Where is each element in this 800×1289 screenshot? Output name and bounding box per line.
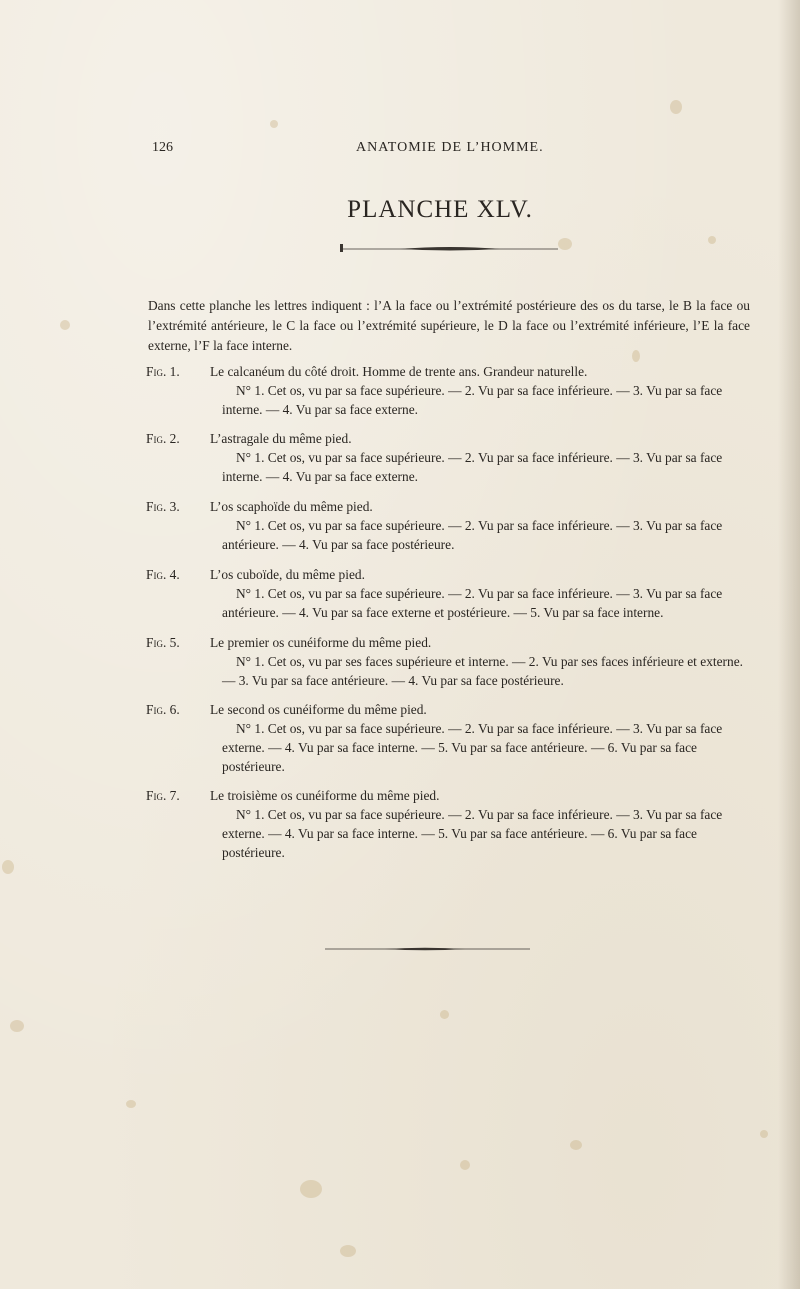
- figure-description: [222, 448, 744, 486]
- figure-description-text: N° 1. Cet os, vu par sa face supérieure. — 2. Vu par sa face inférieure. — 3. Vu par sa face interne. — 4. Vu par sa face externe.: [222, 383, 723, 417]
- figure-label: Fig. 3.: [146, 499, 180, 514]
- figure-entry: [146, 700, 744, 776]
- running-head: ANATOMIE DE L’HOMME.: [356, 140, 544, 155]
- figure-description-text: N° 1. Cet os, vu par sa face supérieure. — 2. Vu par sa face inférieure. — 3. Vu par sa face externe. — 4. Vu par sa face interne. — 5. Vu par sa face antérieure. — 6. Vu par sa face postérieure.: [222, 721, 723, 774]
- figure-label: Fig. 5.: [146, 635, 180, 650]
- figure-entry: [146, 565, 744, 622]
- foxing-spot: [670, 100, 682, 114]
- figure-description: [222, 381, 744, 419]
- figure-entry: [146, 429, 744, 486]
- figure-title: Le troisième os cunéiforme du même pied.: [210, 788, 440, 803]
- figure-title: L’os cuboïde, du même pied.: [210, 567, 365, 582]
- figure-label: Fig. 4.: [146, 567, 180, 582]
- figure-description: [222, 652, 744, 690]
- foxing-spot: [300, 1180, 322, 1198]
- foxing-spot: [2, 860, 14, 874]
- foxing-spot: [570, 1140, 582, 1150]
- figure-description: [222, 516, 744, 554]
- figure-label: Fig. 2.: [146, 431, 180, 446]
- figure-description: [222, 805, 744, 862]
- intro-paragraph: Dans cette planche les lettres indiquent : l’A la face ou l’extrémité postérieure des os du tarse, le B la face ou l’extrémité antérieure, le C la face ou l’extrémité supérieure, le D la face ou l’extrémité inférieure, l’E la face externe, l’F la face interne.: [148, 298, 750, 353]
- foxing-spot: [340, 1245, 356, 1257]
- foxing-spot: [760, 1130, 768, 1138]
- figure-description-text: N° 1. Cet os, vu par sa face supérieure. — 2. Vu par sa face inférieure. — 3. Vu par sa face externe. — 4. Vu par sa face interne. — 5. Vu par sa face antérieure. — 6. Vu par sa face postérieure.: [222, 807, 723, 860]
- figure-description-text: N° 1. Cet os, vu par ses faces supérieure et interne. — 2. Vu par ses faces inférieure et externe. — 3. Vu par sa face antérieure. — 4. Vu par sa face postérieure.: [222, 654, 743, 688]
- figure-description-text: N° 1. Cet os, vu par sa face supérieure. — 2. Vu par sa face inférieure. — 3. Vu par sa face antérieure. — 4. Vu par sa face externe et postérieure. — 5. Vu par sa face interne.: [222, 586, 723, 620]
- title-ornament-rule: [340, 242, 560, 254]
- page-edge-shadow: [778, 0, 800, 1289]
- figure-entry: [146, 497, 744, 554]
- foxing-spot: [10, 1020, 24, 1032]
- figure-description: [222, 719, 744, 776]
- figure-title: Le calcanéum du côté droit. Homme de trente ans. Grandeur naturelle.: [210, 364, 588, 379]
- figure-title: L’os scaphoïde du même pied.: [210, 499, 373, 514]
- foxing-spot: [558, 238, 572, 250]
- figure-entry: [146, 633, 744, 690]
- foxing-spot: [60, 320, 70, 330]
- foxing-spot: [126, 1100, 136, 1108]
- foxing-spot: [708, 236, 716, 244]
- figure-entry: [146, 786, 744, 862]
- figure-description-text: N° 1. Cet os, vu par sa face supérieure. — 2. Vu par sa face inférieure. — 3. Vu par sa face antérieure. — 4. Vu par sa face postérieure.: [222, 518, 723, 552]
- figure-label: Fig. 6.: [146, 702, 180, 717]
- figure-label: Fig. 7.: [146, 788, 180, 803]
- figure-title: Le premier os cunéiforme du même pied.: [210, 635, 432, 650]
- closing-rule: [325, 946, 530, 952]
- figure-entry: [146, 362, 744, 419]
- figure-description: [222, 584, 744, 622]
- foxing-spot: [270, 120, 278, 128]
- foxing-spot: [460, 1160, 470, 1170]
- figure-label: Fig. 1.: [146, 364, 180, 379]
- page-number: 126: [152, 140, 173, 155]
- plate-title: PLANCHE XLV.: [347, 196, 533, 223]
- figure-title: L’astragale du même pied.: [210, 431, 352, 446]
- foxing-spot: [440, 1010, 449, 1019]
- figure-title: Le second os cunéiforme du même pied.: [210, 702, 427, 717]
- figure-description-text: N° 1. Cet os, vu par sa face supérieure. — 2. Vu par sa face inférieure. — 3. Vu par sa face interne. — 4. Vu par sa face externe.: [222, 450, 723, 484]
